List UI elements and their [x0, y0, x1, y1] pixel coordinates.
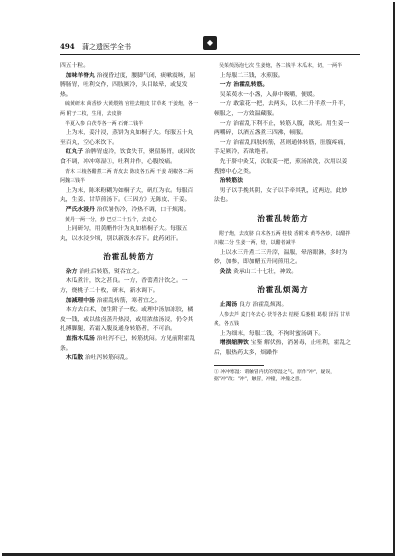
page-number: 494 [60, 42, 75, 51]
formula-text: 治吐后转筋，熨吞宜之。 [79, 268, 144, 275]
paragraph: 上为细末，每服二钱，不拘时蜜汤调下。 [219, 330, 325, 337]
formula-name: 严氏水浸丹 [65, 206, 95, 213]
formula-text: 治吐泻不已，转筋扰闷。方见前附霍乱条。 [60, 336, 196, 352]
formula-text: 治视昏过度，腰脚气闭，痰嗽震咳，屈膊肠胃，吐利交作，四肢厥冷，头目眩晕，或复发热。 [60, 72, 196, 98]
formula-entry [214, 301, 352, 311]
ingredient-list: 半夏入参 白茯苓各一两 石膏二钱半 [65, 120, 144, 127]
paragraph: 一方 治霍乱四肢转筋，甚则通体转筋，肚腹疼痛，手足厥冷，若欲绝者。 [214, 139, 350, 156]
formula-entry [60, 206, 198, 216]
formula-name: 杂方 [65, 268, 78, 275]
formula-text: 良方 治霍乱烦渴。 [239, 302, 288, 309]
formula-name: 止渴汤 [219, 302, 238, 309]
formula-text: 宝鉴 解伏热，消暑毒，止吐利，霍乱之后，服热药太多，烦躁作 [214, 340, 352, 357]
formula-entry [214, 268, 352, 278]
paragraph: 本方去白术，加生附子一枚。或理中汤加冻胶，橘皮一钱，或以盐卤蒸升热浸，或用浓盐汤浸，仍令其扎搏脚腿，若霜入腹及通身转筋者，不可治。 [60, 307, 194, 333]
page-header [60, 38, 360, 55]
ingredient-list: 硫黄研末 茴香炒 大黄煨熟 官桂去粗皮 甘草炙 干姜炮，各一两 附子二枚，生用，去皮脐 [60, 101, 198, 117]
paragraph: 上同研匀，用黄醋作汁为丸如梧桐子大。每服五丸，以水浸少顷，别以新汲水吞下。此药闭汗。 [60, 226, 188, 242]
footnote: ① 冲冲寒湿：谓触冒内伏的寒湿之气。原作"冲"，疑误，据"冲"改；"冲"，触冒，冲撞，冲撞之意。 [214, 369, 336, 383]
paragraph: 上每服二三钱，水煎服。 [219, 72, 284, 79]
ingredient-list: 吴茱萸汤泡七次 生姜炮，各二钱半 木瓜末，切，一两半 [219, 63, 343, 69]
formula-text: 治霍乱转筋，寒者宜之。 [96, 297, 161, 304]
paragraph: 先于脐中灸艾，次取姜一把，煎汤浓洗，次用以姜搜擦中心之类。 [214, 158, 348, 175]
ingredient-list: 青木 三棱各醋煮二两 青皮去 陈皮各五两 干姜 胡椒各二两 阿魏三钱半 [60, 168, 193, 185]
formula-name: 灸法 [219, 268, 232, 275]
paragraph: 一方 治霍乱转筋。 [219, 82, 269, 89]
formula-entry [60, 354, 198, 364]
paragraph: 上为末，陈米粉糊为如桐子大，矾红为衣。每服百丸，生姜、甘草煎汤下。《三因方》无陈皮、干姜。 [60, 187, 194, 204]
paragraph: 四五十粒。 [60, 63, 89, 69]
formula-name: 治转筋法 [219, 178, 243, 185]
running-title: 蒲之遗医学全书 [82, 43, 131, 51]
paragraph: 一方 敢蒙花一把，去两头，以水二升半煮一升半，顿服之，一方效温藏服。 [214, 101, 350, 117]
formula-name: 增损缩脾饮 [219, 340, 249, 347]
paragraph: 上以水三升煮二三升滓，温服，晕溶眼淋，多时为妙，加参，即加醋五升同煎用之。 [214, 249, 348, 266]
footnote-rule [214, 365, 264, 366]
right-column [214, 62, 352, 384]
publisher-logo-icon: ◆ [203, 36, 217, 50]
formula-entry [60, 335, 198, 354]
ingredient-list: 附子炮，去皮脐 白术各五两 桂枝 香附米 黄芩各炒，以醋拌 川椒二分 生姜一两，焙，以醋者减半 [214, 230, 351, 247]
left-column [60, 62, 198, 364]
paragraph: 木瓜煮汁，饮之甚良。一方，香薷煮汁饮之。一方，烧桃子二十枚，研末，新水调下。 [60, 278, 188, 295]
formula-entry [60, 148, 198, 167]
formula-text: 治伏暑伤冷，冷热不调，口干烦渴。 [96, 206, 190, 213]
formula-text: 治吐泻转筋闷乱。 [85, 355, 132, 362]
formula-entry [60, 72, 198, 101]
formula-entry [60, 268, 198, 278]
section-heading: 治霍乱转筋方 [257, 213, 309, 223]
formula-text: 治脾胃虚冷，饮食失节，聚留肠胃，或因饮食不调，冲冲寒湿①，吐利并作，心腹绞痛。 [60, 149, 196, 165]
section-heading: 治霍乱烦渴方 [257, 285, 309, 295]
formula-text: 灸承山二十七壮，神效。 [233, 268, 298, 275]
paragraph: 吴茱萸水一小盏，入鼻中吸嚼，便缓。 [219, 91, 319, 98]
paragraph: 上为末，姜汁浸，蒸饼为丸如桐子大。每服五十丸至百丸，空心米饮下。 [60, 130, 194, 146]
formula-name: 加味羊脊丸 [65, 72, 95, 79]
formula-entry [60, 297, 198, 307]
section-heading: 治霍乱转筋方 [103, 252, 155, 262]
formula-entry [214, 339, 352, 358]
paragraph: 男子以手挽其阴，女子以手牵其乳，近两边，此妙法也。 [214, 187, 348, 204]
formula-name: 木瓜散 [65, 355, 84, 362]
formula-name: 加减理中汤 [65, 297, 95, 304]
formula-name: 直指木瓜汤 [65, 336, 95, 343]
paragraph: 一方 治霍乱下利不止，转筋人腹，欲死。用生姜一两嚼碎，以酒五盏煮三四沸，顿服。 [214, 120, 350, 137]
ingredient-list: 人参去芦 麦门冬去心 茯苓各去 桔梗 瓜蒌根 葛根 泽泻 甘草炙，各五钱 [214, 311, 351, 328]
formula-name: 红丸子 [65, 149, 84, 156]
ingredient-list: 黄丹一两一分，炒 巴豆二十五个，去皮心 [65, 216, 157, 223]
